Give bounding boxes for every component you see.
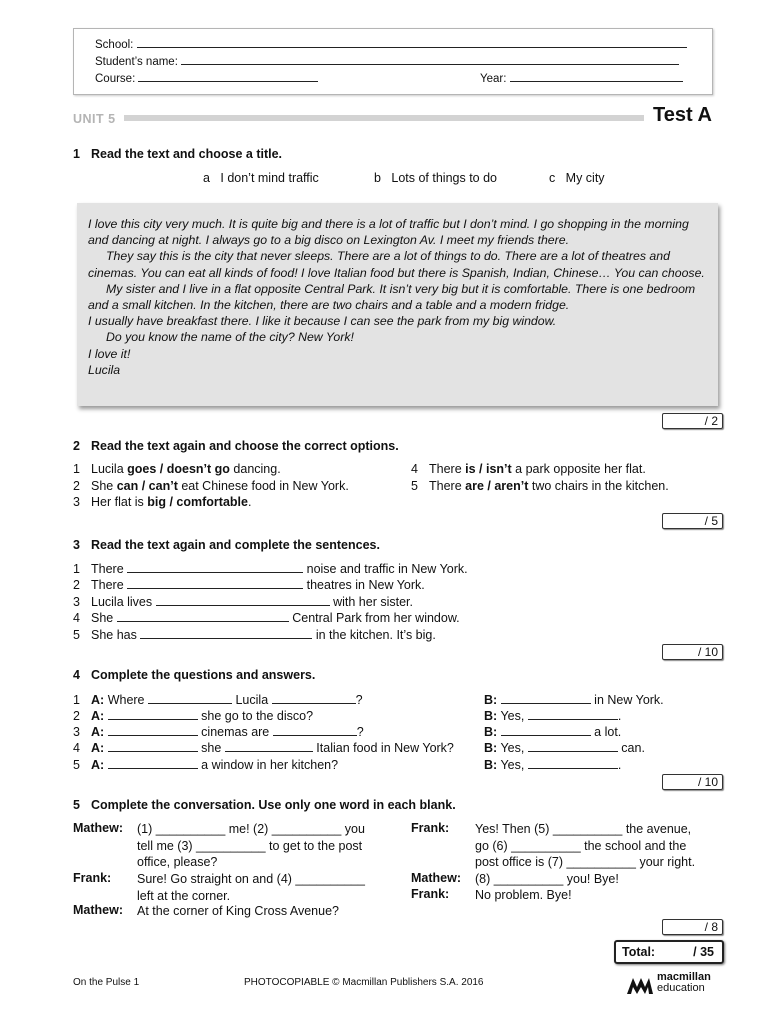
q4-question-3: 3 A: cinemas are ? — [73, 725, 364, 739]
q4-answer-1: B: in New York. — [484, 693, 664, 707]
speaker-label: Mathew: — [411, 871, 461, 885]
blank-line[interactable] — [127, 577, 303, 589]
q3-heading: 3 Read the text again and complete the sentences. — [73, 538, 380, 552]
q2-item-2[interactable]: 2 She can / can’t eat Chinese food in New York. — [73, 479, 349, 493]
q3-item-1: 1 There noise and traffic in New York. — [73, 562, 468, 576]
q3-item-4: 4 She Central Park from her window. — [73, 611, 460, 625]
blank-line[interactable] — [108, 757, 198, 769]
blank-line[interactable] — [140, 627, 312, 639]
q3-item-5: 5 She has in the kitchen. It’s big. — [73, 628, 436, 642]
q2-item-3[interactable]: 3 Her flat is big / comfortable. — [73, 495, 252, 509]
total-label: Total: — [622, 945, 656, 959]
q3-item-3: 3 Lucila lives with her sister. — [73, 595, 413, 609]
speaker-label: Frank: — [411, 821, 450, 835]
macmillan-logo-icon — [626, 974, 654, 996]
q4-answer-3: B: a lot. — [484, 725, 622, 739]
passage-paragraph-1: I love this city very much. It is quite big and there is a lot of traffic but I don’t mind. I go shopping in the morning and dancing at night. I always go to a big disco on Lexington Av. I meet my friends there. — [88, 217, 689, 248]
blank-line[interactable] — [528, 757, 618, 769]
logo-text-macmillan: macmillan — [657, 971, 711, 983]
test-title: Test A — [653, 104, 712, 126]
q2-item-1[interactable]: 1 Lucila goes / doesn’t go dancing. — [73, 462, 281, 476]
blank-line[interactable] — [273, 724, 357, 736]
blank-line[interactable] — [528, 740, 618, 752]
conversation-line-right-1[interactable]: Yes! Then (5) __________ the avenue, go (6) __________ the school and the post office is (7) __________ your right. — [475, 822, 696, 869]
blank-line[interactable] — [108, 708, 198, 720]
speaker-label: Mathew: — [73, 821, 123, 835]
year-input-line[interactable] — [510, 70, 683, 82]
unit-divider-bar — [124, 115, 644, 121]
passage-paragraph-4: I usually have breakfast there. I like it because I can see the park from my big window. — [88, 314, 557, 329]
student-name-field: Student’s name: — [95, 53, 679, 68]
q1-score-box[interactable]: / 2 — [662, 413, 723, 429]
q2-heading: 2 Read the text again and choose the correct options. — [73, 439, 399, 453]
logo-text-education: education — [657, 982, 705, 994]
blank-line[interactable] — [272, 692, 356, 704]
school-field: School: — [95, 36, 687, 51]
course-input-line[interactable] — [138, 70, 318, 82]
blank-line[interactable] — [117, 610, 289, 622]
course-field: Course: — [95, 70, 318, 85]
blank-line[interactable] — [148, 692, 232, 704]
q4-answer-5: B: Yes, . — [484, 758, 622, 772]
passage-paragraph-3: My sister and I live in a flat opposite Central Park. It isn’t very big but it is comfortable. There is one bedroom and a small kitchen. In the kitchen, there are two chairs and a table and a modern fridge. — [88, 281, 696, 313]
footer-book-title: On the Pulse 1 — [73, 977, 140, 988]
q2-item-5[interactable]: 5 There are / aren’t two chairs in the kitchen. — [411, 479, 669, 493]
year-field: Year: — [480, 70, 683, 85]
q4-answer-2: B: Yes, . — [484, 709, 622, 723]
speaker-label: Frank: — [73, 871, 112, 885]
q2-score-box[interactable]: / 5 — [662, 513, 723, 529]
speaker-label: Mathew: — [73, 903, 123, 917]
q3-score-box[interactable]: / 10 — [662, 644, 723, 660]
q4-question-5: 5 A: a window in her kitchen? — [73, 758, 339, 772]
blank-line[interactable] — [225, 740, 313, 752]
q5-score-box[interactable]: / 8 — [662, 919, 723, 935]
total-score-box[interactable] — [614, 940, 724, 964]
student-info-box — [73, 28, 713, 95]
blank-line[interactable] — [108, 740, 198, 752]
q4-heading: 4 Complete the questions and answers. — [73, 668, 316, 682]
student-name-input-line[interactable] — [181, 53, 679, 65]
blank-line[interactable] — [156, 594, 330, 606]
reading-passage — [77, 203, 718, 406]
q2-item-4[interactable]: 4 There is / isn’t a park opposite her flat. — [411, 462, 646, 476]
q4-question-1: 1 A: Where Lucila ? — [73, 693, 363, 707]
speaker-label: Frank: — [411, 887, 450, 901]
blank-line[interactable] — [501, 724, 591, 736]
q5-heading: 5 Complete the conversation. Use only one word in each blank. — [73, 798, 456, 812]
passage-paragraph-2: They say this is the city that never sleeps. There are a lot of things to do. There are a lot of theatres and cinemas. You can eat all kinds of food! I love Italian food but there is Spanish, Indian, Chinese… You can choose. — [88, 249, 705, 280]
passage-paragraph-6: I love it! — [88, 346, 131, 361]
passage-signature: Lucila — [88, 362, 121, 377]
blank-line[interactable] — [528, 708, 618, 720]
q1-heading: 1 Read the text and choose a title. — [73, 147, 283, 161]
q1-option-c[interactable]: c My city — [549, 171, 605, 185]
conversation-line-left-3: At the corner of King Cross Avenue? — [137, 904, 339, 918]
unit-label: UNIT 5 — [73, 112, 116, 126]
footer-copyright: PHOTOCOPIABLE © Macmillan Publishers S.A. 2016 — [244, 977, 484, 988]
q4-question-2: 2 A: she go to the disco? — [73, 709, 314, 723]
q1-option-a[interactable]: a I don’t mind traffic — [203, 171, 319, 185]
blank-line[interactable] — [501, 692, 591, 704]
conversation-line-left-1[interactable]: (1) __________ me! (2) __________ you tell me (3) __________ to get to the post office, please? — [137, 822, 365, 869]
blank-line[interactable] — [127, 561, 303, 573]
conversation-line-left-2[interactable]: Sure! Go straight on and (4) __________ left at the corner. — [137, 872, 365, 903]
q4-score-box[interactable]: / 10 — [662, 774, 723, 790]
blank-line[interactable] — [108, 724, 198, 736]
passage-paragraph-5: Do you know the name of the city? New York! — [106, 330, 354, 345]
conversation-line-right-2[interactable]: (8) __________ you! Bye! — [475, 872, 619, 886]
q4-answer-4: B: Yes, can. — [484, 741, 645, 755]
q1-option-b[interactable]: b Lots of things to do — [374, 171, 498, 185]
school-input-line[interactable] — [137, 36, 687, 48]
q4-question-4: 4 A: she Italian food in New York? — [73, 741, 454, 755]
total-value: / 35 — [693, 945, 714, 959]
q3-item-2: 2 There theatres in New York. — [73, 578, 425, 592]
conversation-line-right-3: No problem. Bye! — [475, 888, 572, 902]
